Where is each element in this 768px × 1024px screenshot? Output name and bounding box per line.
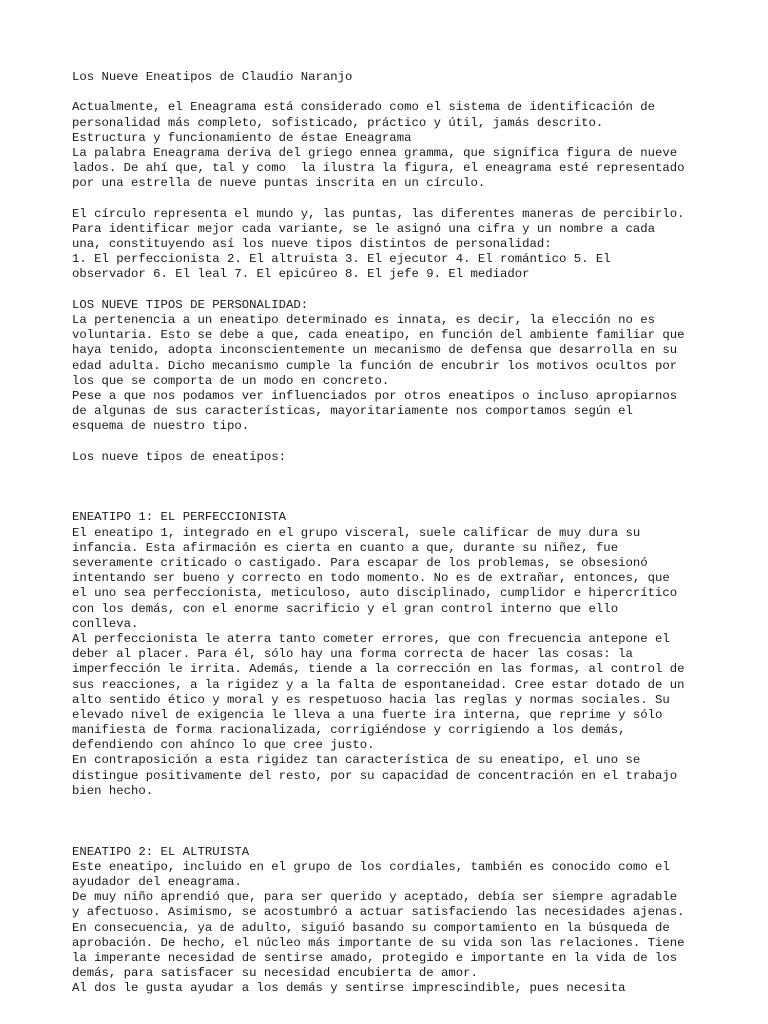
text-line: En contraposición a esta rigidez tan característica de su eneatipo, el uno se: [72, 753, 641, 768]
text-line: Pese a que nos podamos ver influenciados por otros eneatipos o incluso apropiarnos: [72, 388, 678, 403]
text-line: Este eneatipo, incluido en el grupo de los cordiales, también es conocido como el: [72, 859, 670, 874]
text-line: defendiendo con ahínco lo que cree justo.: [72, 738, 375, 753]
types-heading: LOS NUEVE TIPOS DE PERSONALIDAD:: [72, 297, 309, 312]
text-line: 1. El perfeccionista 2. El altruista 3. El ejecutor 4. El romántico 5. El: [72, 252, 611, 267]
text-line: aprobación. De hecho, el núcleo más importante de su vida son las relaciones. Tiene: [72, 935, 685, 950]
spacer: [72, 480, 712, 495]
spacer: [72, 283, 712, 298]
eneatipo1-paragraph: [72, 526, 712, 799]
text-line: severamente criticado o castigado. Para escapar de los problemas, se obsesionó: [72, 556, 648, 570]
spacer: [72, 192, 712, 207]
text-line: La palabra Eneagrama deriva del griego ennea gramma, que significa figura de nueve: [72, 145, 678, 160]
circle-paragraph: [72, 207, 712, 283]
text-line: deber al placer. Para él, sólo hay una forma correcta de hacer las cosas: la: [72, 647, 633, 662]
text-line: lados. De ahí que, tal y como la ilustra la figura, el eneagrama esté representado: [72, 161, 685, 176]
document-page: [72, 70, 712, 996]
list-intro: Los nueve tipos de eneatipos:: [72, 449, 287, 464]
spacer: [72, 495, 712, 510]
text-line: observador 6. El leal 7. El epicúreo 8. El jefe 9. El mediador: [72, 267, 530, 282]
intro-paragraph: [72, 100, 712, 191]
text-line: Al perfeccionista le aterra tanto cometer errores, que con frecuencia antepone el: [72, 631, 670, 646]
text-line: y afectuoso. Asimismo, se acostumbró a actuar satisfaciendo las necesidades ajenas.: [72, 905, 685, 920]
text-line: los que se comporta de un modo en concreto.: [72, 373, 390, 388]
text-line: El eneatipo 1, integrado en el grupo visceral, suele calificar de muy dura su: [72, 525, 641, 540]
text-line: por una estrella de nueve puntas inscrita en un círculo.: [72, 176, 486, 191]
text-line: una, constituyendo así los nueve tipos distintos de personalidad:: [72, 237, 552, 252]
spacer: [72, 85, 712, 100]
text-line: intentando ser bueno y correcto en todo momento. No es de extrañar, entonces, que: [72, 571, 670, 586]
text-line: En consecuencia, ya de adulto, siguió basando su comportamiento en la búsqueda de: [72, 920, 670, 935]
eneatipo1-heading: ENEATIPO 1: EL PERFECCIONISTA: [72, 510, 287, 525]
spacer: [72, 465, 712, 480]
text-line: alto sentido ético y moral y es respetuoso hacia las reglas y normas sociales. Su: [72, 692, 670, 707]
text-line: Al dos le gusta ayudar a los demás y sentirse imprescindible, pues necesita: [72, 981, 626, 996]
text-line: La pertenencia a un eneatipo determinado es innata, es decir, la elección no es: [72, 313, 655, 327]
eneatipo2-paragraph: [72, 860, 712, 997]
text-line: la imperante necesidad de sentirse amado, protegido e importante en la vida de los: [72, 950, 678, 965]
text-line: Para identificar mejor cada variante, se le asignó una cifra y un nombre a cada: [72, 221, 655, 236]
text-line: elevado nivel de exigencia le lleva a una fuerte ira interna, que reprime y sólo: [72, 707, 663, 722]
spacer: [72, 829, 712, 844]
text-line: De muy niño aprendió que, para ser querido y aceptado, debía ser siempre agradable: [72, 890, 678, 905]
text-line: El círculo representa el mundo y, las puntas, las diferentes maneras de percibirlo.: [72, 206, 685, 221]
text-line: bien hecho.: [72, 783, 154, 798]
text-line: el uno sea perfeccionista, meticuloso, auto disciplinado, cumplidor e hipercrítico: [72, 586, 678, 601]
text-line: Actualmente, el Eneagrama está considerado como el sistema de identificación de: [72, 100, 655, 115]
spacer: [72, 435, 712, 450]
document-title: Los Nueve Eneatipos de Claudio Naranjo: [72, 70, 353, 84]
text-line: conlleva.: [72, 616, 139, 631]
text-line: esquema de nuestro tipo.: [72, 419, 250, 434]
text-line: haya tenido, adopta inconscientemente un mecanismo de defensa que desarrolla en su: [72, 343, 678, 358]
text-line: Estructura y funcionamiento de éstae Eneagrama: [72, 130, 412, 145]
text-line: ayudador del eneagrama.: [72, 874, 242, 889]
text-line: personalidad más completo, sofisticado, práctico y útil, jamás descrito.: [72, 115, 604, 130]
eneatipo2-heading: ENEATIPO 2: EL ALTRUISTA: [72, 844, 250, 859]
types-paragraph: [72, 313, 712, 435]
text-line: demás, para satisfacer su necesidad encubierta de amor.: [72, 966, 478, 981]
text-line: de algunas de sus características, mayoritariamente nos comportamos según el: [72, 404, 633, 419]
text-line: con los demás, con el enorme sacrificio y el gran control interno que ello: [72, 601, 619, 616]
spacer: [72, 799, 712, 814]
spacer: [72, 814, 712, 829]
text-line: infancia. Esta afirmación es cierta en cuanto a que, durante su niñez, fue: [72, 540, 619, 555]
text-line: manifiesta de forma racionalizada, corrigiéndose y corrigiendo a los demás,: [72, 723, 626, 738]
text-line: edad adulta. Dicho mecanismo cumple la función de encubrir los motivos ocultos por: [72, 358, 678, 373]
text-line: sus reacciones, a la rigidez y a la falta de espontaneidad. Cree estar dotado de un: [72, 677, 685, 692]
text-line: distingue positivamente del resto, por su capacidad de concentración en el trabajo: [72, 768, 678, 783]
text-line: voluntaria. Esto se debe a que, cada eneatipo, en función del ambiente familiar que: [72, 328, 685, 343]
text-line: imperfección le irrita. Además, tiende a la corrección en las formas, al control de: [72, 662, 685, 677]
